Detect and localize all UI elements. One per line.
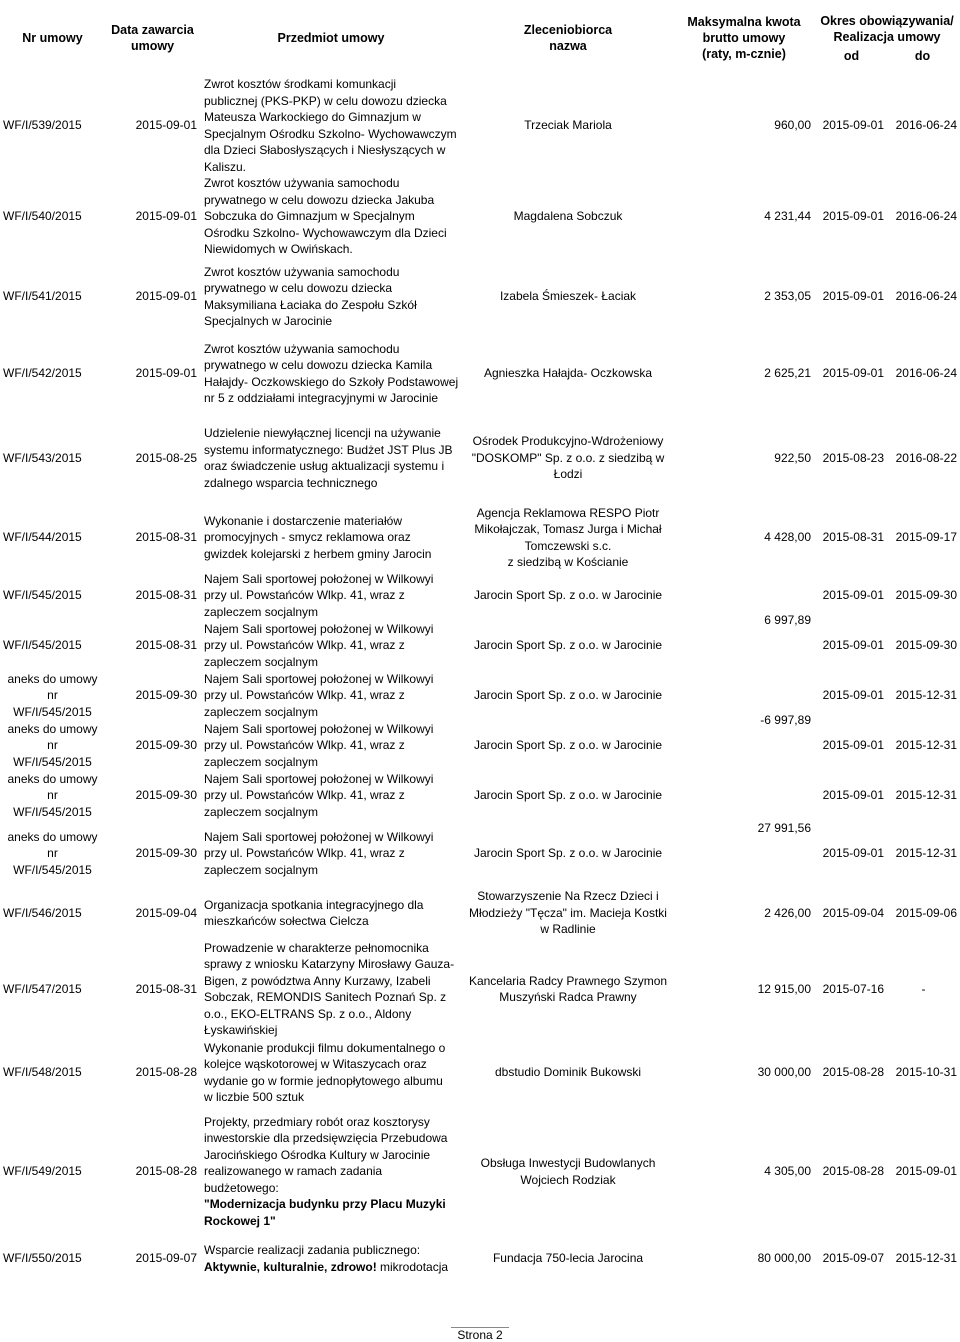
amount-cell: 4 428,00	[764, 530, 811, 545]
cell-line: Zwrot kosztów środkami komunkacji	[204, 77, 397, 91]
contractor-cell	[462, 1237, 674, 1281]
amount-cell: 960,00	[774, 118, 811, 133]
period-to-cell: 2016-06-24	[895, 366, 958, 381]
table-row	[0, 1107, 960, 1237]
contract-number-cell: WF/I/545/2015	[3, 638, 82, 653]
amount-cell: 2 353,05	[764, 289, 811, 304]
contract-number-cell: WF/I/539/2015	[3, 118, 82, 133]
cell-line: inwestorskie dla przedsięwzięcia Przebudowa	[204, 1131, 448, 1146]
subject-cell	[200, 505, 462, 571]
cell-line: WF/I/545/2015	[13, 754, 92, 769]
page-footer: Strona 2	[0, 1328, 960, 1342]
period-from-cell: 2015-09-01	[822, 289, 884, 304]
contract-date-cell: 2015-09-07	[135, 1251, 197, 1266]
cell-line: przy ul. Powstańców Wlkp. 41, wraz z	[204, 788, 405, 803]
cell-line: Specjalnym Ośrodku Szkolno- Wychowawczym	[204, 126, 457, 141]
contractor-cell	[462, 258, 674, 336]
subject-bold-text: Aktywnie, kulturalnie, zdrowo!	[204, 1259, 377, 1274]
cell-line: Jarocin Sport Sp. z o.o. w Jarocinie	[473, 588, 663, 603]
contractor-cell	[462, 721, 674, 771]
cell-line: budżetowego:	[204, 1180, 279, 1195]
period-from-cell: 2015-08-23	[822, 450, 884, 465]
amount-cell: 80 000,00	[757, 1251, 811, 1266]
cell-line: Wsparcie realizacji zadania publicznego:	[204, 1243, 421, 1257]
header-contract-date: Data zawarcia umowy	[111, 23, 194, 53]
contractor-cell	[462, 571, 674, 621]
cell-line: Najem Sali sportowej położonej w Wilkowyi	[204, 829, 434, 844]
period-from-cell: 2015-09-07	[822, 1251, 884, 1266]
contract-date-cell: 2015-09-04	[135, 905, 197, 920]
cell-line: Specjalnych w Jarocinie	[204, 314, 333, 328]
cell-line: przy ul. Powstańców Wlkp. 41, wraz z	[204, 688, 405, 703]
cell-line: Jarocin Sport Sp. z o.o. w Jarocinie	[473, 846, 663, 861]
subject-cell	[200, 412, 462, 505]
cell-line: Sobczak, REMONDIS Sanitech Poznań Sp. z	[204, 990, 447, 1004]
contract-date-cell: 2015-09-01	[135, 289, 197, 304]
contract-date-cell: 2015-08-25	[135, 450, 197, 465]
cell-line: Hałajdy- Oczkowskiego do Szkoły Podstawowej	[204, 374, 459, 389]
amount-cell: 27 991,56	[757, 821, 811, 836]
cell-line: WF/I/545/2015	[13, 704, 92, 719]
cell-line: Zwrot kosztów używania samochodu	[204, 341, 400, 356]
cell-line: Najem Sali sportowej położonej w Wilkowyi	[204, 721, 434, 736]
period-to-cell: 2015-12-31	[895, 688, 958, 703]
table-row	[0, 821, 960, 887]
cell-line: aneks do umowy	[7, 771, 98, 786]
contractor-cell	[462, 76, 674, 175]
header-contractor: Zleceniobiorca nazwa	[523, 23, 613, 53]
table-row	[0, 258, 960, 336]
cell-line: "Modernizacja budynku przy Placu Muzyki	[204, 1197, 446, 1212]
contract-number-cell: WF/I/550/2015	[3, 1251, 82, 1266]
contractor-cell	[462, 505, 674, 571]
cell-line: oraz świadczenie usług aktualizacji systemu i	[204, 459, 445, 473]
cell-line: nr 5 z oddziałami integracyjnymi w Jarocinie	[204, 391, 439, 405]
cell-line: Muszyński Radca Prawny	[499, 990, 637, 1004]
cell-line: Łodzi	[553, 467, 583, 482]
contract-number-cell: WF/I/548/2015	[3, 1065, 82, 1080]
cell-line: prywatnego w celu dowozu dziecka Jakuba	[204, 192, 435, 207]
period-to-cell: 2015-12-31	[895, 1251, 958, 1266]
cell-line: zapleczem socjalnym	[204, 804, 319, 819]
period-from-cell: 2015-08-28	[822, 1164, 884, 1179]
period-from-cell: 2015-07-16	[822, 981, 884, 996]
cell-line: o.o., EKO-ELTRANS Sp. z o.o., Aldony	[204, 1006, 412, 1021]
period-to-cell: 2015-09-17	[895, 530, 958, 545]
cell-line: Jarocin Sport Sp. z o.o. w Jarocinie	[473, 788, 663, 803]
cell-line: Obsługa Inwestycji Budowlanych	[480, 1156, 656, 1170]
period-to-cell: 2016-06-24	[895, 209, 958, 223]
period-from-cell: 2015-09-04	[822, 905, 884, 920]
subject-cell	[200, 821, 462, 887]
cell-line: Stowarzyszenie Na Rzecz Dzieci i	[477, 889, 659, 904]
cell-line: Jarocin Sport Sp. z o.o. w Jarocinie	[473, 738, 663, 753]
header-from: od	[843, 48, 860, 63]
header-subject: Przedmiot umowy	[277, 31, 385, 45]
table-row	[0, 771, 960, 821]
cell-line: w Radlinie	[540, 922, 596, 937]
cell-line: nr	[47, 738, 58, 753]
period-to-cell: 2016-06-24	[895, 118, 958, 133]
period-from-cell: 2015-09-01	[822, 788, 884, 803]
period-to-cell: 2015-09-30	[895, 588, 958, 603]
contractor-cell	[462, 621, 674, 671]
period-to-cell: 2015-12-31	[895, 788, 958, 803]
period-to-cell: 2015-12-31	[895, 846, 958, 861]
cell-line: Najem Sali sportowej położonej w Wilkowyi	[204, 571, 434, 586]
cell-line: Udzielenie niewyłącznej licencji na używanie	[204, 426, 441, 440]
cell-line: dbstudio Dominik Bukowski	[494, 1065, 642, 1080]
subject-cell	[200, 175, 462, 258]
cell-line: zapleczem socjalnym	[204, 754, 319, 769]
cell-line: Wykonanie produkcji filmu dokumentalnego o	[204, 1040, 446, 1055]
amount-cell: 6 997,89	[764, 613, 811, 628]
amount-cell: 2 625,21	[764, 366, 811, 381]
cell-line: nr	[47, 688, 58, 703]
contractor-cell	[462, 1039, 674, 1107]
cell-line: realizowanego w ramach zadania	[204, 1164, 383, 1179]
cell-line: Zwrot kosztów używania samochodu	[204, 176, 400, 190]
table-row	[0, 940, 960, 1039]
cell-line: aneks do umowy	[7, 721, 98, 736]
period-to-cell: 2015-09-30	[895, 638, 958, 653]
table-row	[0, 1237, 960, 1281]
cell-line: wydanie go w formie jednopłytowego albumu	[204, 1073, 443, 1088]
subject-cell	[200, 336, 462, 412]
subject-cell	[200, 771, 462, 821]
period-from-cell: 2015-08-31	[822, 530, 884, 545]
contract-number-cell: WF/I/543/2015	[3, 450, 82, 465]
subject-cell	[200, 1107, 462, 1237]
amount-cell: 4 305,00	[764, 1164, 811, 1179]
cell-line: Bigen, z powództwa Anny Kurzawy, Izabeli	[204, 973, 431, 988]
cell-line: Łyskawińskiej	[204, 1023, 278, 1037]
period-to-cell: 2015-09-01	[895, 1164, 958, 1179]
subject-cell	[200, 1039, 462, 1107]
contract-date-cell: 2015-09-01	[135, 366, 197, 381]
table-header-row	[0, 0, 960, 76]
cell-line: Młodzieży "Tęcza" im. Macieja Kostki	[469, 905, 667, 920]
period-from-cell: 2015-09-01	[822, 688, 884, 703]
cell-line: Jarocin Sport Sp. z o.o. w Jarocinie	[473, 638, 663, 653]
cell-line: Mikołajczak, Tomasz Jurga i Michał	[474, 522, 662, 536]
subject-cell	[200, 671, 462, 721]
subject-cell	[200, 887, 462, 940]
contractor-cell	[462, 821, 674, 887]
contract-number-cell	[0, 821, 105, 887]
cell-line: zapleczem socjalnym	[204, 654, 319, 669]
contractor-cell	[462, 940, 674, 1039]
amount-cell: -6 997,89	[760, 713, 811, 728]
cell-line: mieszkańców sołectwa Cielcza	[204, 914, 369, 928]
subject-cell	[200, 940, 462, 1039]
cell-line: przy ul. Powstańców Wlkp. 41, wraz z	[204, 588, 405, 603]
period-from-cell: 2015-09-01	[822, 366, 884, 381]
subject-cell	[200, 621, 462, 671]
cell-line: zapleczem socjalnym	[204, 704, 319, 719]
cell-line: Magdalena Sobczuk	[513, 209, 623, 223]
subject-cell	[200, 721, 462, 771]
contract-number-cell: WF/I/547/2015	[3, 981, 82, 996]
cell-line: Najem Sali sportowej położonej w Wilkowyi	[204, 671, 434, 686]
cell-line: Tomczewski s.c.	[524, 538, 612, 553]
cell-line: Wojciech Rodziak	[520, 1172, 616, 1187]
cell-line: Ośrodku Szkolno- Wychowawczym dla Dzieci	[204, 225, 447, 240]
period-from-cell: 2015-09-01	[822, 738, 884, 753]
period-from-cell: 2015-09-01	[822, 209, 884, 223]
cell-line: sprawy z wniosku Katarzyny Mirosławy Gauza-	[204, 957, 455, 971]
cell-line: prywatnego w celu dowozu dziecka	[204, 281, 393, 295]
contract-number-cell	[0, 721, 105, 771]
contract-date-cell: 2015-09-30	[135, 688, 197, 703]
cell-line: Fundacja 750-lecia Jarocina	[492, 1251, 644, 1266]
cell-line: Agnieszka Hałajda- Oczkowska	[483, 366, 653, 381]
period-to-cell: 2016-06-24	[895, 289, 958, 304]
cell-line: nr	[47, 846, 58, 861]
header-amount: Maksymalna kwota brutto umowy (raty, m-cznie)	[687, 15, 801, 61]
cell-line: WF/I/545/2015	[13, 804, 92, 819]
contract-number-cell: WF/I/540/2015	[3, 209, 82, 223]
cell-line: Ośrodek Produkcyjno-Wdrożeniowy	[472, 434, 664, 449]
cell-line: dla Dzieci Słabosłyszących i Niesłyszących w	[204, 143, 446, 157]
contract-date-cell: 2015-09-01	[135, 118, 197, 133]
table-row	[0, 721, 960, 771]
cell-line: Projekty, przedmiary robót oraz kosztorysy	[204, 1114, 430, 1129]
contract-date-cell: 2015-08-28	[135, 1164, 197, 1179]
period-from-cell: 2015-09-01	[822, 846, 884, 861]
contract-number-cell	[0, 671, 105, 721]
contract-date-cell: 2015-08-31	[135, 588, 197, 603]
table-row	[0, 336, 960, 412]
cell-line: Maksymiliana Łaciaka do Zespołu Szkół	[204, 297, 417, 312]
cell-line: publicznej (PKS-PKP) w celu dowozu dziecka	[204, 93, 447, 108]
cell-line: "DOSKOMP" Sp. z o.o. z siedzibą w	[471, 450, 665, 465]
cell-line: zapleczem socjalnym	[204, 862, 319, 877]
cell-line: Zwrot kosztów używania samochodu	[204, 264, 400, 279]
amount-cell: 4 231,44	[764, 209, 811, 223]
contract-date-cell: 2015-09-30	[135, 846, 197, 861]
cell-line: przy ul. Powstańców Wlkp. 41, wraz z	[204, 738, 405, 753]
cell-line: z siedzibą w Kościanie	[507, 555, 629, 569]
contractor-cell	[462, 887, 674, 940]
table-body	[0, 76, 960, 1281]
header-period: Okres obowiązywania/ Realizacja umowy od do	[820, 13, 954, 63]
contractor-cell	[462, 412, 674, 505]
cell-line: Mateusza Warkockiego do Gimnazjum w	[204, 110, 421, 124]
amount-cell: 2 426,00	[764, 905, 811, 920]
table-row	[0, 505, 960, 571]
contractor-cell	[462, 336, 674, 412]
header-contract-number: Nr umowy	[22, 31, 83, 45]
contractor-cell	[462, 1107, 674, 1237]
cell-line: Jarocińskiego Ośrodka Kultury w Jarocinie	[204, 1147, 431, 1162]
table-row	[0, 175, 960, 258]
subject-tail-text: mikrodotacja	[376, 1259, 449, 1274]
table-row	[0, 571, 960, 621]
amount-cell: 922,50	[774, 450, 811, 465]
table-row	[0, 621, 960, 671]
table-row	[0, 887, 960, 940]
table-row	[0, 1039, 960, 1107]
cell-line: prywatnego w celu dowozu dziecka Kamila	[204, 358, 433, 372]
cell-line: zdalnego wsparcia technicznego	[204, 475, 378, 490]
contract-number-cell: WF/I/544/2015	[3, 530, 82, 545]
contractor-cell	[462, 771, 674, 821]
cell-line: Wykonanie i dostarczenie materiałów	[204, 513, 402, 528]
table-row	[0, 76, 960, 175]
subject-cell	[200, 76, 462, 175]
cell-line: Jarocin Sport Sp. z o.o. w Jarocinie	[473, 688, 663, 703]
cell-line: Organizacja spotkania integracyjnego dla	[204, 897, 424, 912]
contract-number-cell: WF/I/549/2015	[3, 1164, 82, 1179]
amount-cell: 30 000,00	[757, 1065, 811, 1080]
cell-line: Najem Sali sportowej położonej w Wilkowyi	[204, 621, 434, 636]
cell-line: Trzeciak Mariola	[524, 118, 612, 133]
cell-line: przy ul. Powstańców Wlkp. 41, wraz z	[204, 638, 405, 653]
period-from-cell: 2015-09-01	[822, 638, 884, 653]
cell-line: przy ul. Powstańców Wlkp. 41, wraz z	[204, 846, 405, 861]
period-to-cell: 2015-12-31	[895, 738, 958, 753]
cell-line: Agencja Reklamowa RESPO Piotr	[476, 505, 660, 520]
contract-date-cell: 2015-08-31	[135, 638, 197, 653]
contract-number-cell: WF/I/541/2015	[3, 289, 82, 304]
cell-line: Prowadzenie w charakterze pełnomocnika	[204, 940, 429, 955]
cell-line: kolejce wąskotorowej w Witaszycach oraz	[204, 1057, 427, 1071]
cell-line: w liczbie 500 sztuk	[204, 1090, 305, 1104]
contract-date-cell: 2015-09-30	[135, 738, 197, 753]
header-to: do	[914, 48, 931, 63]
cell-line: Sobczuka do Gimnazjum w Specjalnym	[204, 209, 415, 223]
cell-line: promocyjnych - smycz reklamowa oraz	[204, 530, 411, 545]
contract-number-cell: WF/I/545/2015	[3, 588, 82, 603]
period-to-cell: 2016-08-22	[895, 450, 958, 465]
cell-line: gwizdek kolejarski z herbem gminy Jarocin	[204, 546, 432, 561]
subject-cell	[200, 571, 462, 621]
period-to-cell: -	[921, 981, 926, 996]
subject-cell	[200, 258, 462, 336]
cell-line: Niewidomych w Owińskach.	[204, 242, 353, 256]
cell-line: Rockowej 1"	[204, 1213, 276, 1228]
cell-line: Kaliszu.	[204, 159, 247, 174]
cell-line: nr	[47, 788, 58, 803]
period-from-cell: 2015-09-01	[822, 118, 884, 133]
cell-line: Najem Sali sportowej położonej w Wilkowyi	[204, 771, 434, 786]
table-row	[0, 412, 960, 505]
cell-line: Izabela Śmieszek- Łaciak	[499, 289, 637, 304]
contract-date-cell: 2015-08-28	[135, 1065, 197, 1080]
subject-cell	[200, 1237, 462, 1281]
cell-line: systemu informatycznego: Budżet JST Plus JB	[204, 442, 453, 457]
contract-date-cell: 2015-08-31	[135, 530, 197, 545]
contract-number-cell: WF/I/546/2015	[3, 905, 82, 920]
cell-line: aneks do umowy	[7, 671, 98, 686]
cell-line: WF/I/545/2015	[13, 862, 92, 877]
contractor-cell	[462, 671, 674, 721]
cell-line: aneks do umowy	[7, 829, 98, 844]
amount-cell: 12 915,00	[757, 981, 811, 996]
cell-line: zapleczem socjalnym	[204, 604, 319, 619]
table-row	[0, 671, 960, 721]
contractor-cell	[462, 175, 674, 258]
contract-date-cell: 2015-09-30	[135, 788, 197, 803]
contract-date-cell: 2015-08-31	[135, 981, 197, 996]
contract-number-cell: WF/I/542/2015	[3, 366, 82, 381]
contract-number-cell	[0, 771, 105, 821]
period-to-cell: 2015-09-06	[895, 905, 958, 920]
period-from-cell: 2015-09-01	[822, 588, 884, 603]
contract-date-cell: 2015-09-01	[135, 209, 197, 223]
period-from-cell: 2015-08-28	[822, 1065, 884, 1080]
cell-line: Kancelaria Radcy Prawnego Szymon	[468, 973, 668, 988]
period-to-cell: 2015-10-31	[895, 1065, 958, 1080]
